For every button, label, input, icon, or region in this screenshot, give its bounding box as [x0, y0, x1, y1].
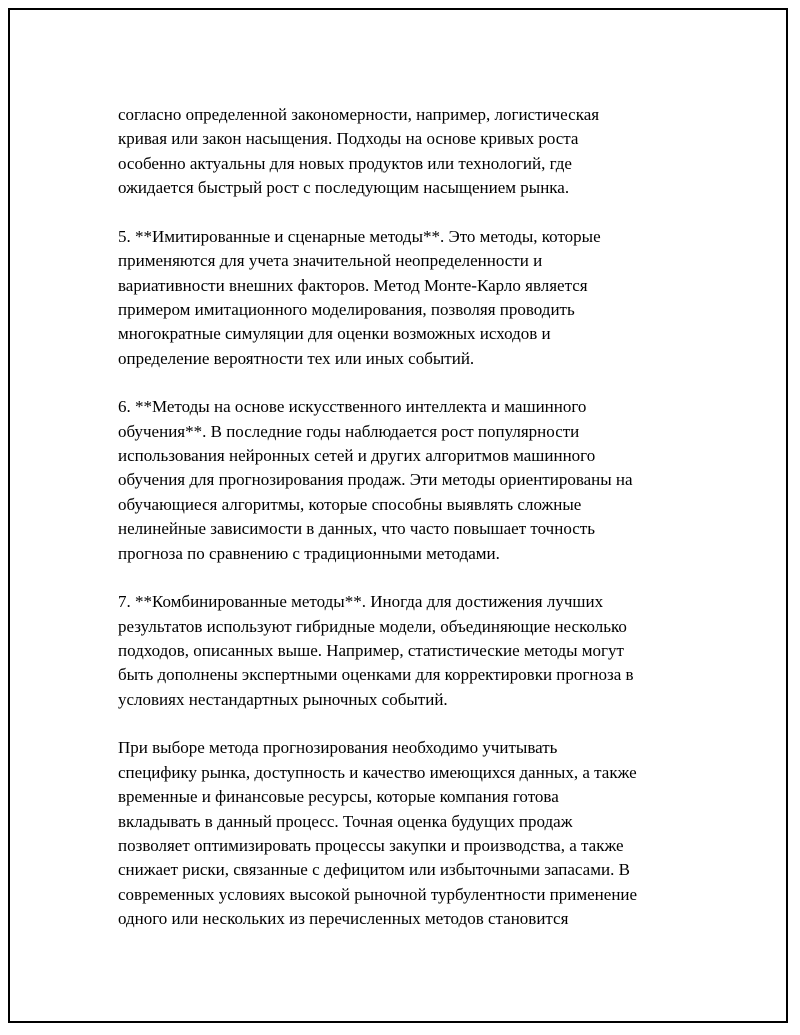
- text-line: временные и финансовые ресурсы, которые компания готова: [118, 787, 559, 807]
- text-line: нелинейные зависимости в данных, что часто повышает точность: [118, 519, 595, 539]
- text-line: 7. **Комбинированные методы**. Иногда для достижения лучших: [118, 592, 604, 612]
- text-line: ожидается быстрый рост с последующим насыщением рынка.: [118, 178, 570, 198]
- text-line: особенно актуальны для новых продуктов или технологий, где: [118, 153, 572, 173]
- text-line: вариативности внешних факторов. Метод Монте-Карло является: [118, 275, 588, 295]
- text-line: подходов, описанных выше. Например, статистические методы могут: [118, 640, 624, 660]
- text-line: При выборе метода прогнозирования необходимо учитывать: [118, 738, 558, 758]
- text-line: определение вероятности тех или иных событий.: [118, 348, 475, 368]
- paragraph-growth-curves: [118, 103, 708, 201]
- paragraph-simulation-methods: [118, 225, 708, 371]
- text-line: специфику рынка, доступность и качество имеющихся данных, а также: [118, 762, 637, 782]
- text-line: 6. **Методы на основе искусственного интеллекта и машинного: [118, 397, 587, 417]
- paragraph-ai-methods: [118, 395, 708, 566]
- text-line: снижает риски, связанные с дефицитом или избыточными запасами. В: [118, 860, 630, 880]
- text-line: обучающиеся алгоритмы, которые способны выявлять сложные: [118, 494, 582, 514]
- page-frame: [8, 8, 788, 1023]
- text-line: обучения**. В последние годы наблюдается рост популярности: [118, 421, 580, 441]
- text-line: прогноза по сравнению с традиционными методами.: [118, 543, 500, 563]
- text-line: вкладывать в данный процесс. Точная оценка будущих продаж: [118, 811, 573, 831]
- text-line: условиях нестандартных рыночных событий.: [118, 689, 448, 709]
- document-body: [118, 103, 708, 931]
- text-line: многократные симуляции для оценки возможных исходов и: [118, 324, 551, 344]
- text-line: быть дополнены экспертными оценками для корректировки прогноза в: [118, 665, 634, 685]
- paragraph-combined-methods: [118, 590, 708, 712]
- text-line: примером имитационного моделирования, позволяя проводить: [118, 299, 575, 319]
- paragraph-method-selection: [118, 736, 708, 931]
- text-line: использования нейронных сетей и других алгоритмов машинного: [118, 446, 596, 466]
- text-line: современных условиях высокой рыночной турбулентности применение: [118, 884, 638, 904]
- text-line: позволяет оптимизировать процессы закупки и производства, а также: [118, 835, 624, 855]
- text-line: согласно определенной закономерности, например, логистическая: [118, 105, 600, 124]
- text-line: кривая или закон насыщения. Подходы на основе кривых роста: [118, 129, 579, 149]
- text-line: применяются для учета значительной неопределенности и: [118, 251, 543, 271]
- text-line: обучения для прогнозирования продаж. Эти методы ориентированы на: [118, 470, 633, 490]
- text-line: одного или нескольких из перечисленных методов становится: [118, 909, 569, 929]
- text-line: результатов используют гибридные модели, объединяющие несколько: [118, 616, 627, 636]
- text-line: 5. **Имитированные и сценарные методы**. Это методы, которые: [118, 226, 601, 246]
